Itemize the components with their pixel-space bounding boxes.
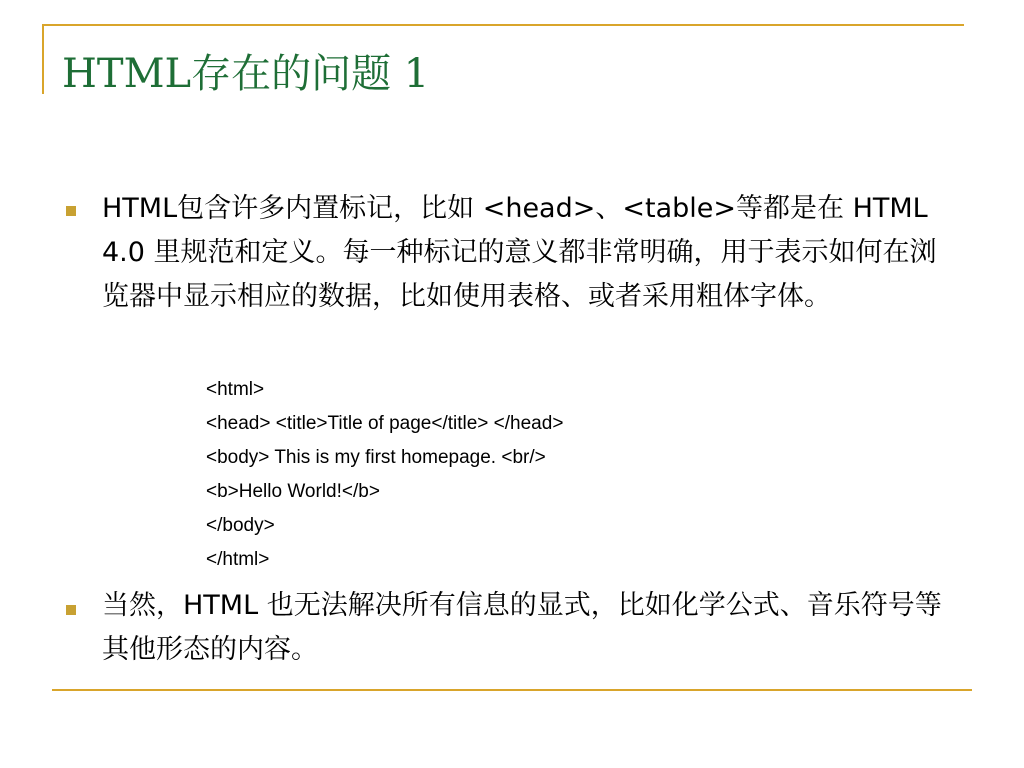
frame-bottom-line bbox=[52, 689, 972, 691]
code-example bbox=[206, 373, 906, 577]
bullet-square-icon bbox=[66, 206, 76, 216]
bullet-text-1: HTML包含许多内置标记，比如 <head>、<table>等都是在 HTML 4.0 里规范和定义。每一种标记的意义都非常明确，用于表示如何在浏览器中显示相应的数据，比如使用表格、或者采用粗体字体。 bbox=[102, 193, 937, 312]
bullet-square-icon bbox=[66, 605, 76, 615]
slide-title: HTML存在的问题 1 bbox=[62, 51, 430, 97]
frame-top-line bbox=[42, 24, 964, 26]
bullet-text-2: 当然，HTML 也无法解决所有信息的显式，比如化学公式、音乐符号等其他形态的内容。 bbox=[102, 590, 942, 665]
code-line: <head> <title>Title of page</title> </head> bbox=[206, 413, 564, 434]
code-line: <html> bbox=[206, 379, 265, 400]
frame-left-line bbox=[42, 24, 44, 94]
code-line: </body> bbox=[206, 515, 275, 536]
code-line: <b>Hello World!</b> bbox=[206, 481, 380, 502]
code-line: </html> bbox=[206, 549, 270, 570]
code-line: <body> This is my first homepage. <br/> bbox=[206, 447, 546, 468]
